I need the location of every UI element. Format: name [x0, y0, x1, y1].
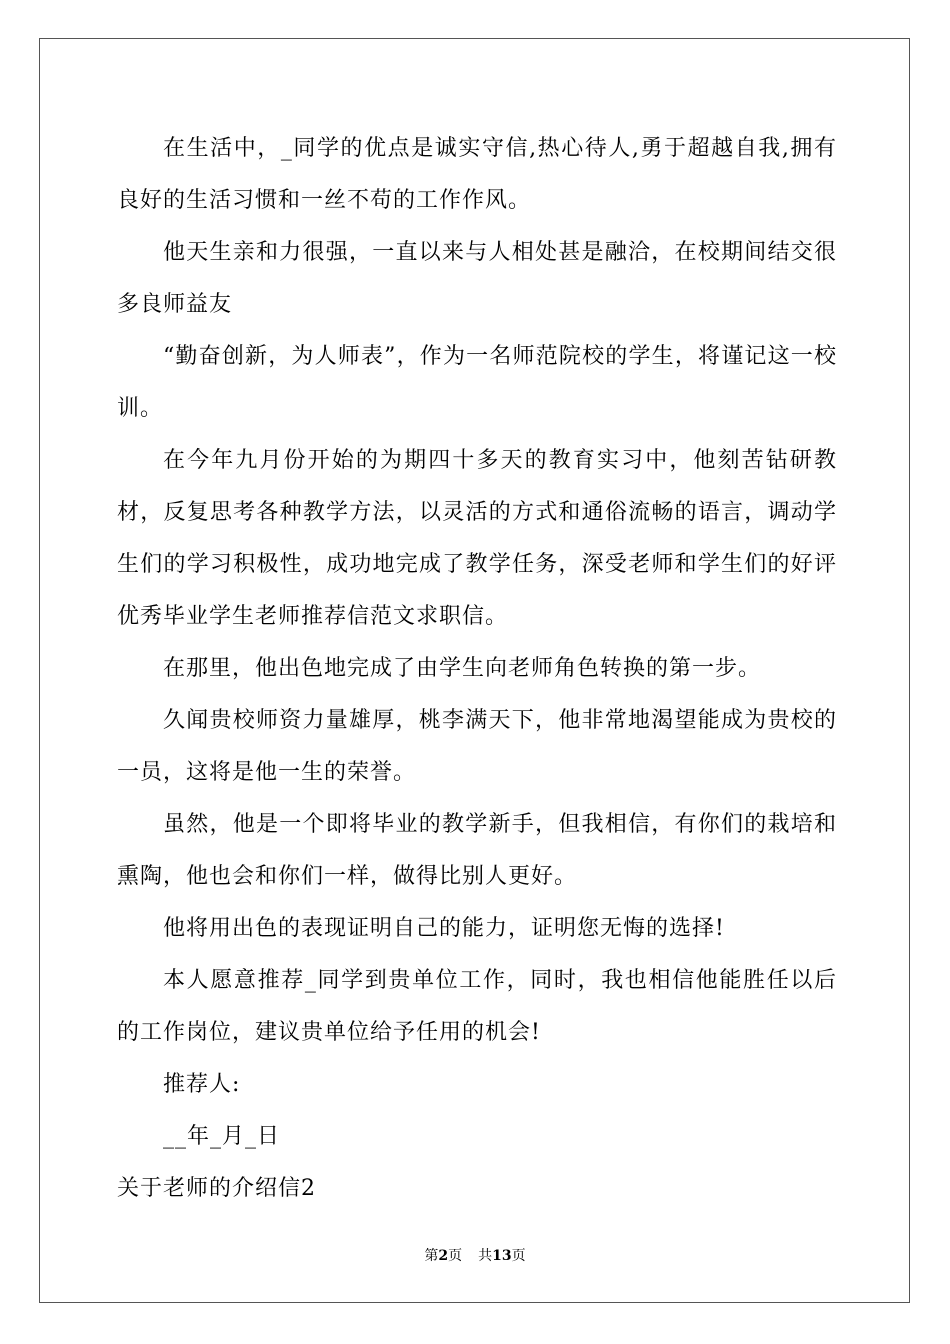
recommender-line: 推荐人:	[163, 1072, 241, 1097]
total-suffix: 页	[511, 1248, 526, 1264]
section-heading: 关于老师的介绍信2	[117, 1176, 316, 1201]
page-suffix: 页	[448, 1248, 463, 1264]
paragraph: 虽然，他是一个即将毕业的教学新手，但我相信，有你们的栽培和熏陶，他也会和你们一样，做得比别人更好。	[117, 812, 837, 889]
document-body	[117, 123, 837, 1215]
paragraph: 久闻贵校师资力量雄厚，桃李满天下，他非常地渴望能成为贵校的一员，这将是他一生的荣誉。	[117, 708, 837, 785]
page-number: 2	[438, 1248, 449, 1264]
page-footer	[0, 1246, 950, 1266]
paragraph: 在今年九月份开始的为期四十多天的教育实习中，他刻苦钻研教材，反复思考各种教学方法，以灵活的方式和通俗流畅的语言，调动学生们的学习积极性，成功地完成了教学任务，深受老师和学生们的好评优秀毕业学生老师推荐信范文求职信。	[117, 448, 837, 629]
page-prefix: 第	[424, 1248, 439, 1264]
paragraph: “勤奋创新，为人师表”，作为一名师范院校的学生，将谨记这一校训。	[117, 344, 837, 421]
paragraph: 他天生亲和力很强，一直以来与人相处甚是融洽，在校期间结交很多良师益友	[117, 240, 837, 317]
paragraph: 本人愿意推荐_同学到贵单位工作，同时，我也相信他能胜任以后的工作岗位，建议贵单位给予任用的机会!	[117, 968, 837, 1045]
paragraph: 在生活中，_同学的优点是诚实守信,热心待人,勇于超越自我,拥有良好的生活习惯和一丝不苟的工作作风。	[117, 136, 837, 213]
total-pages: 13	[492, 1248, 512, 1264]
paragraph: 他将用出色的表现证明自己的能力，证明您无悔的选择!	[163, 916, 725, 941]
total-prefix: 共	[478, 1248, 493, 1264]
paragraph: 在那里，他出色地完成了由学生向老师角色转换的第一步。	[163, 656, 762, 681]
date-line: __年_月_日	[163, 1124, 281, 1149]
